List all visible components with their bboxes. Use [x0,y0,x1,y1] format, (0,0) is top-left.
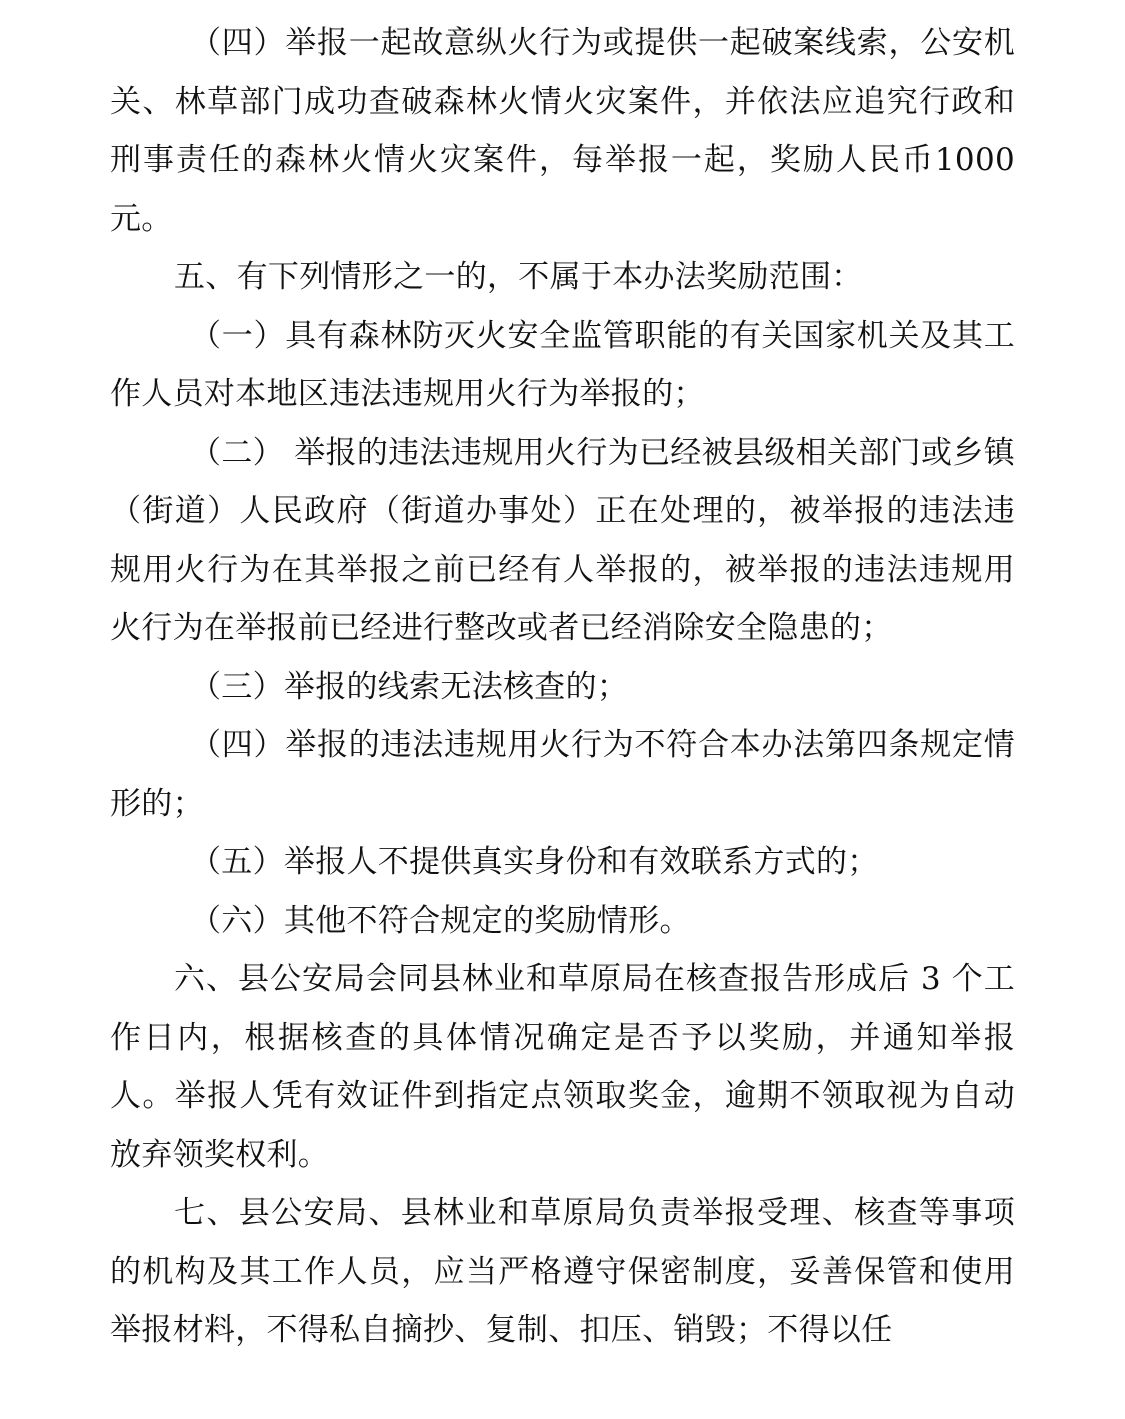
paragraph-item-5-2: （二） 举报的违法违规用火行为已经被县级相关部门或乡镇（街道）人民政府（街道办事处）正在处理的，被举报的违法违规用火行为在其举报之前已经有人举报的，被举报的违法违规用火行为在举报前已经进行整改或者已经消除安全隐患的； [110,434,1015,646]
paragraph-item-5-3: （三）举报的线索无法核查的； [190,668,629,705]
paragraph-section-7: 七、县公安局、县林业和草原局负责举报受理、核查等事项的机构及其工作人员，应当严格遵守保密制度，妥善保管和使用举报材料，不得私自摘抄、复制、扣压、销毁；不得以任 [110,1195,1015,1348]
paragraph-item-5-5: （五）举报人不提供真实身份和有效联系方式的； [190,844,879,880]
document-page [110,14,1015,1360]
paragraph-section-6: 六、县公安局会同县林业和草原局在核查报告形成后 3 个工作日内，根据核查的具体情况确定是否予以奖励，并通知举报人。举报人凭有效证件到指定点领取奖金，逾期不领取视为自动放弃领奖权利。 [110,961,1015,1173]
paragraph-item-5-4: （四）举报的违法违规用火行为不符合本办法第四条规定情形的； [110,727,1015,822]
paragraph-section-5: 五、有下列情形之一的，不属于本办法奖励范围： [174,259,863,295]
paragraph-item-5-6: （六）其他不符合规定的奖励情形。 [190,902,691,939]
paragraph-item-4-4: （四）举报一起故意纵火行为或提供一起破案线索，公安机关、林草部门成功查破森林火情火灾案件，并依法应追究行政和刑事责任的森林火情火灾案件，每举报一起，奖励人民币1000 元。 [110,25,1015,237]
paragraph-item-5-1: （一）具有森林防灭火安全监管职能的有关国家机关及其工作人员对本地区违法违规用火行为举报的； [110,317,1015,412]
